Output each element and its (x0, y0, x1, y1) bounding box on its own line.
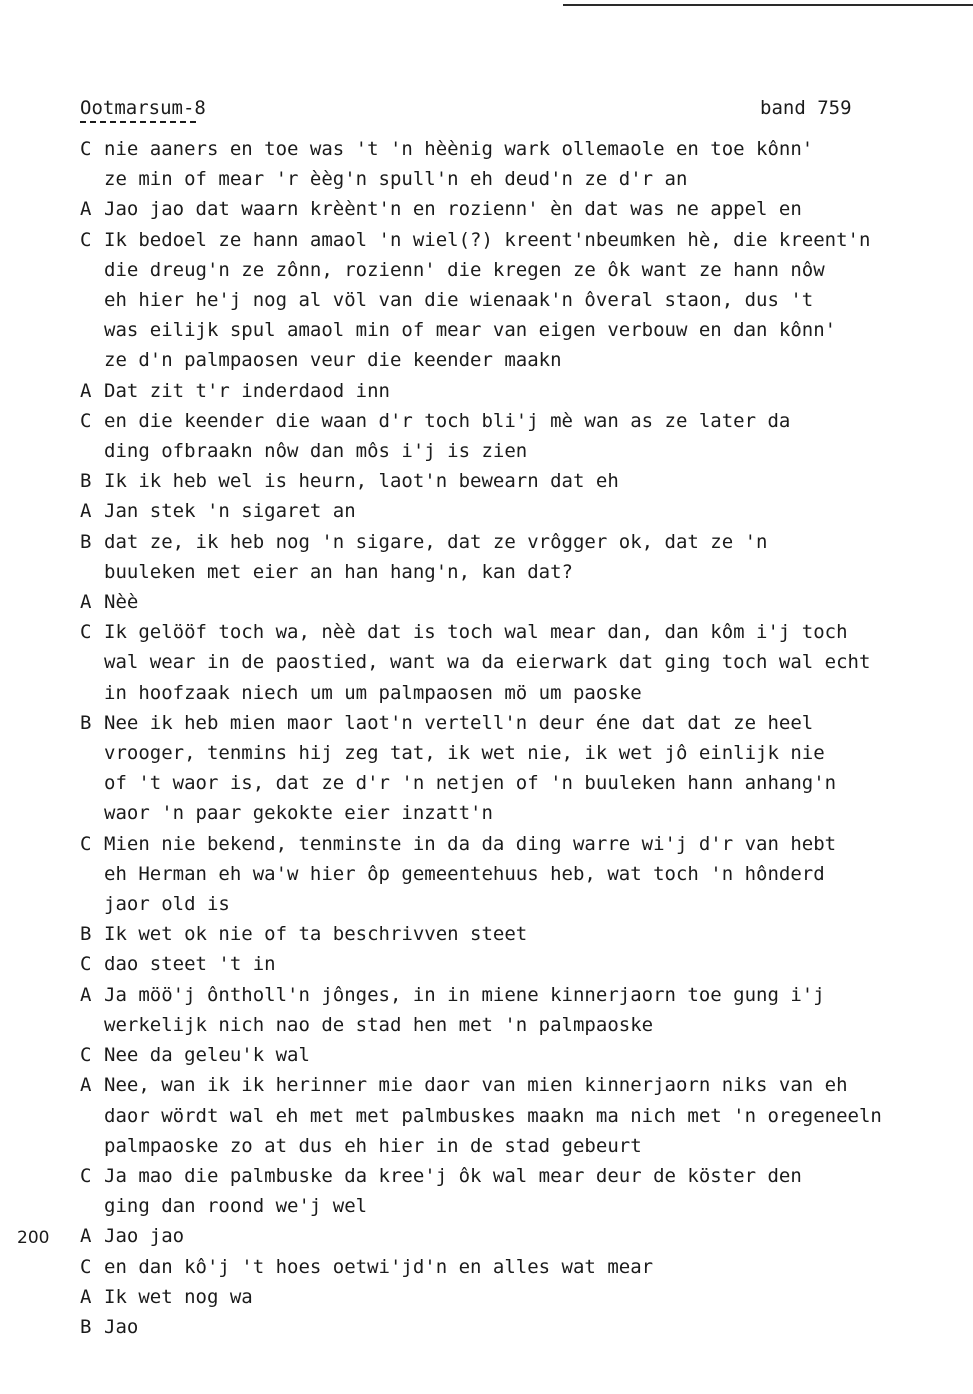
turn-text (104, 949, 276, 979)
turn-text (104, 587, 138, 617)
transcript-line: eh hier he'j nog al völ van die wienaak'n ôveral staon, dus 't (104, 289, 814, 312)
transcript-line: Jao (104, 1315, 139, 1338)
transcript-line: ding ofbraakn nôw dan môs i'j is zien (104, 440, 528, 463)
transcript-line: vrooger, tenmins hij zeg tat, ik wet nie, ik wet jô einlijk nie (104, 742, 825, 765)
transcript-line: Nee ik heb mien maor laot'n vertell'n deur éne dat dat ze heel (104, 711, 814, 734)
transcript-turn (0, 194, 973, 224)
turn-text (104, 1070, 882, 1161)
transcript-line: dat ze, ik heb nog 'n sigare, dat ze vrôgger ok, dat ze 'n (104, 530, 768, 553)
speaker-label: C (80, 409, 92, 432)
turn-text (104, 194, 802, 224)
speaker-label: A (80, 983, 92, 1006)
transcript-turn (0, 134, 973, 194)
transcript-turn (0, 1282, 973, 1312)
turn-text (104, 376, 390, 406)
transcript-turn (0, 1312, 973, 1342)
transcript-line: ze min of mear 'r èèg'n spull'n eh deud'n ze d'r an (104, 168, 688, 191)
speaker-label: B (80, 470, 92, 493)
turn-text (104, 1161, 802, 1221)
speaker-label: B (80, 1315, 92, 1338)
transcript-turn (0, 1161, 973, 1221)
speaker-label: A (80, 591, 92, 614)
transcript-line: en dan kô'j 't hoes oetwi'jd'n en alles wat mear (104, 1255, 654, 1278)
transcript-turn (0, 1040, 973, 1070)
transcript-turn (0, 708, 973, 829)
turn-text (104, 1040, 310, 1070)
transcript-turn (0, 406, 973, 466)
transcript-line: palmpaoske zo at dus eh hier in de stad gebeurt (104, 1134, 642, 1157)
transcript-turn (0, 587, 973, 617)
transcript-line: Ja mao die palmbuske da kree'j ôk wal mear deur de köster den (104, 1164, 802, 1187)
speaker-label: A (80, 1074, 92, 1097)
transcript-line: Nèè (104, 591, 139, 614)
transcript-turn (0, 980, 973, 1040)
speaker-label: A (80, 198, 92, 221)
turn-text (104, 406, 790, 466)
turn-text (104, 617, 870, 708)
speaker-label: C (80, 1164, 92, 1187)
transcript-line: of 't waor is, dat ze d'r 'n netjen of 'n buuleken hann anhang'n (104, 772, 837, 795)
transcript-line: ging dan roond we'j wel (104, 1195, 368, 1218)
transcript-line: Nee da geleu'k wal (104, 1044, 310, 1067)
transcript-turn (0, 496, 973, 526)
speaker-label: B (80, 923, 92, 946)
speaker-label: C (80, 228, 92, 251)
speaker-label: A (80, 379, 92, 402)
speaker-label: A (80, 1225, 92, 1248)
speaker-label: C (80, 832, 92, 855)
turn-text (104, 527, 767, 587)
transcript-turn (0, 466, 973, 496)
transcript-line: jaor old is (104, 893, 230, 916)
transcript-line: Ja möö'j ôntholl'n jônges, in in miene kinnerjaorn toe gung i'j (104, 983, 825, 1006)
transcript-turn (0, 1252, 973, 1282)
turn-text (104, 134, 813, 194)
transcript-line: nie aaners en toe was 't 'n hèènig wark ollemaole en toe kônn' (104, 138, 814, 160)
transcript-line: eh Herman eh wa'w hier ôp gemeentehuus heb, wat toch 'n hônderd (104, 862, 825, 885)
transcript-line: Nee, wan ik ik herinner mie daor van mien kinnerjaorn niks van eh (104, 1074, 848, 1097)
turn-text (104, 466, 619, 496)
transcript-line: en die keender die waan d'r toch bli'j mè wan as ze later da (104, 409, 791, 432)
turn-text (104, 829, 836, 920)
turn-text (104, 1221, 184, 1251)
transcript-turn (0, 617, 973, 708)
transcript-line: wal wear in de paostied, want wa da eierwark dat ging toch wal echt (104, 651, 871, 674)
transcript-line: Jao jao dat waarn krèènt'n en rozienn' èn dat was ne appel en (104, 198, 802, 221)
transcript-line: Jao jao (104, 1225, 185, 1248)
speaker-label: C (80, 138, 92, 160)
transcript-line: daor wördt wal eh met met palmbuskes maakn ma nich met 'n oregeneeln (104, 1104, 882, 1127)
margin-line-number: 200 (17, 1228, 50, 1248)
transcript-line: Mien nie bekend, tenminste in da da ding warre wi'j d'r van hebt (104, 832, 837, 855)
transcript-turn (0, 527, 973, 587)
transcript-line: Ik wet ok nie of ta beschrivven steet (104, 923, 528, 946)
transcript-line: was eilijk spul amaol min of mear van eigen verbouw en dan kônn' (104, 319, 837, 342)
transcript-line: Ik ik heb wel is heurn, laot'n bewearn dat eh (104, 470, 619, 493)
transcript-turn (0, 225, 973, 376)
speaker-label: B (80, 530, 92, 553)
speaker-label: C (80, 1044, 92, 1067)
turn-text (104, 1312, 138, 1342)
transcript (0, 134, 973, 1342)
speaker-label: C (80, 1255, 92, 1278)
transcript-turn (0, 376, 973, 406)
transcript-line: die dreug'n ze zônn, rozienn' die kregen ze ôk want ze hann nôw (104, 258, 825, 281)
speaker-label: C (80, 621, 92, 644)
transcript-line: in hoofzaak niech um um palmpaosen mö um paoske (104, 681, 642, 704)
transcript-turn (0, 829, 973, 920)
turn-text (104, 225, 870, 376)
transcript-line: Jan stek 'n sigaret an (104, 500, 356, 523)
transcript-line: dao steet 't in (104, 953, 276, 976)
page-title: Ootmarsum-8 (80, 97, 206, 119)
speaker-label: A (80, 1285, 92, 1308)
turn-text (104, 919, 527, 949)
turn-text (104, 1252, 653, 1282)
transcript-turn (0, 919, 973, 949)
turn-text (104, 496, 356, 526)
transcript-turn (0, 1070, 973, 1161)
transcript-line: Ik gelööf toch wa, nèè dat is toch wal mear dan, dan kôm i'j toch (104, 621, 848, 644)
turn-text (104, 1282, 253, 1312)
transcript-line: Ik bedoel ze hann amaol 'n wiel(?) kreent'nbeumken hè, die kreent'n (104, 228, 871, 251)
transcript-line: werkelijk nich nao de stad hen met 'n palmpaoske (104, 1013, 654, 1036)
transcript-turn (0, 1221, 973, 1251)
speaker-label: B (80, 711, 92, 734)
transcript-line: ze d'n palmpaosen veur die keender maakn (104, 349, 562, 372)
transcript-line: waor 'n paar gekokte eier inzatt'n (104, 802, 493, 825)
transcript-line: Dat zit t'r inderdaod inn (104, 379, 390, 402)
transcript-line: buuleken met eier an han hang'n, kan dat? (104, 560, 573, 583)
transcript-line: Ik wet nog wa (104, 1285, 253, 1308)
speaker-label: A (80, 500, 92, 523)
title-underline (80, 121, 196, 123)
top-rule (563, 4, 973, 6)
transcript-turn (0, 949, 973, 979)
tape-number: band 759 (760, 97, 852, 119)
turn-text (104, 980, 825, 1040)
speaker-label: C (80, 953, 92, 976)
turn-text (104, 708, 836, 829)
